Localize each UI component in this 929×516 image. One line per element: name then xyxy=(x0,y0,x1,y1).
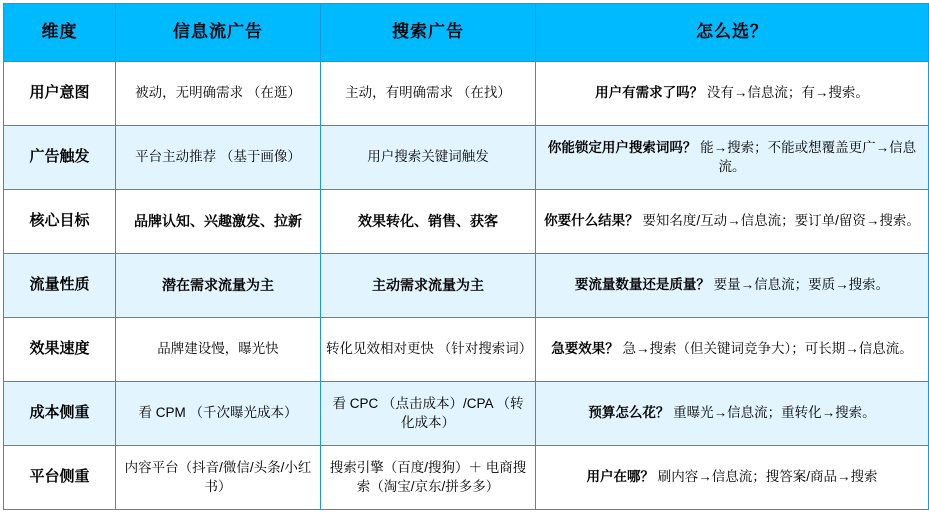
how-question: 用户有需求了吗？ xyxy=(595,85,704,101)
cell-search: 转化见效相对更快 （针对搜索词） xyxy=(321,318,536,382)
cell-feed: 被动，无明确需求 （在逛） xyxy=(116,62,321,126)
table-row xyxy=(4,62,929,126)
how-answer: 要量→信息流；要质→搜索。 xyxy=(713,277,890,293)
table-row xyxy=(4,190,929,254)
cell-dimension: 成本侧重 xyxy=(4,382,116,446)
cell-how xyxy=(536,190,929,254)
how-answer: 重曝光→信息流；重转化→搜索。 xyxy=(673,405,876,421)
how-question: 急要效果？ xyxy=(551,341,619,357)
column-header-search-ads: 搜索广告 xyxy=(321,4,536,62)
table-row xyxy=(4,318,929,382)
cell-feed: 品牌认知、兴趣激发、拉新 xyxy=(116,190,321,254)
cell-dimension: 流量性质 xyxy=(4,254,116,318)
comparison-sheet xyxy=(0,3,929,516)
cell-feed: 平台主动推荐 （基于画像） xyxy=(116,126,321,190)
cell-dimension: 平台侧重 xyxy=(4,446,116,510)
column-header-feed-ads: 信息流广告 xyxy=(116,4,321,62)
cell-dimension: 广告触发 xyxy=(4,126,116,190)
cell-feed: 看 CPM （千次曝光成本） xyxy=(116,382,321,446)
cell-how xyxy=(536,318,929,382)
how-question: 你能锁定用户搜索词吗？ xyxy=(547,140,697,156)
how-question: 用户在哪？ xyxy=(586,469,654,485)
header-row xyxy=(4,4,929,62)
how-answer: 刷内容→信息流；搜答案/商品→搜索 xyxy=(657,469,878,485)
cell-search: 用户搜索关键词触发 xyxy=(321,126,536,190)
cell-search: 搜索引擎（百度/搜狗）＋ 电商搜索（淘宝/京东/拼多多） xyxy=(321,446,536,510)
table-row xyxy=(4,254,929,318)
cell-how xyxy=(536,62,929,126)
table-row xyxy=(4,446,929,510)
column-header-dimension: 维度 xyxy=(4,4,116,62)
cell-how xyxy=(536,382,929,446)
how-answer: 要知名度/互动→信息流；要订单/留资→搜索。 xyxy=(642,213,920,229)
how-question: 你要什么结果？ xyxy=(544,213,639,229)
cell-how xyxy=(536,254,929,318)
cell-how xyxy=(536,446,929,510)
cell-dimension: 核心目标 xyxy=(4,190,116,254)
comparison-table xyxy=(3,3,929,510)
cell-dimension: 效果速度 xyxy=(4,318,116,382)
table-header xyxy=(4,4,929,62)
cell-dimension: 用户意图 xyxy=(4,62,116,126)
cell-search: 效果转化、销售、获客 xyxy=(321,190,536,254)
table-row xyxy=(4,126,929,190)
cell-search: 主动需求流量为主 xyxy=(321,254,536,318)
how-answer: 没有→信息流；有→搜索。 xyxy=(706,85,869,101)
how-answer: 急→搜索（但关键词竞争大）；可长期→信息流。 xyxy=(622,341,913,357)
table-body xyxy=(4,62,929,510)
table-row xyxy=(4,382,929,446)
cell-feed: 内容平台（抖音/微信/头条/小红书） xyxy=(116,446,321,510)
column-header-how-to-choose: 怎么选？ xyxy=(536,4,929,62)
cell-how xyxy=(536,126,929,190)
cell-feed: 潜在需求流量为主 xyxy=(116,254,321,318)
cell-search: 主动，有明确需求 （在找） xyxy=(321,62,536,126)
how-question: 要流量数量还是质量？ xyxy=(574,277,710,293)
how-answer: 能→搜索；不能或想覆盖更广→信息流。 xyxy=(700,140,917,174)
how-question: 预算怎么花？ xyxy=(588,405,670,421)
cell-feed: 品牌建设慢，曝光快 xyxy=(116,318,321,382)
cell-search: 看 CPC （点击成本）/CPA （转化成本） xyxy=(321,382,536,446)
